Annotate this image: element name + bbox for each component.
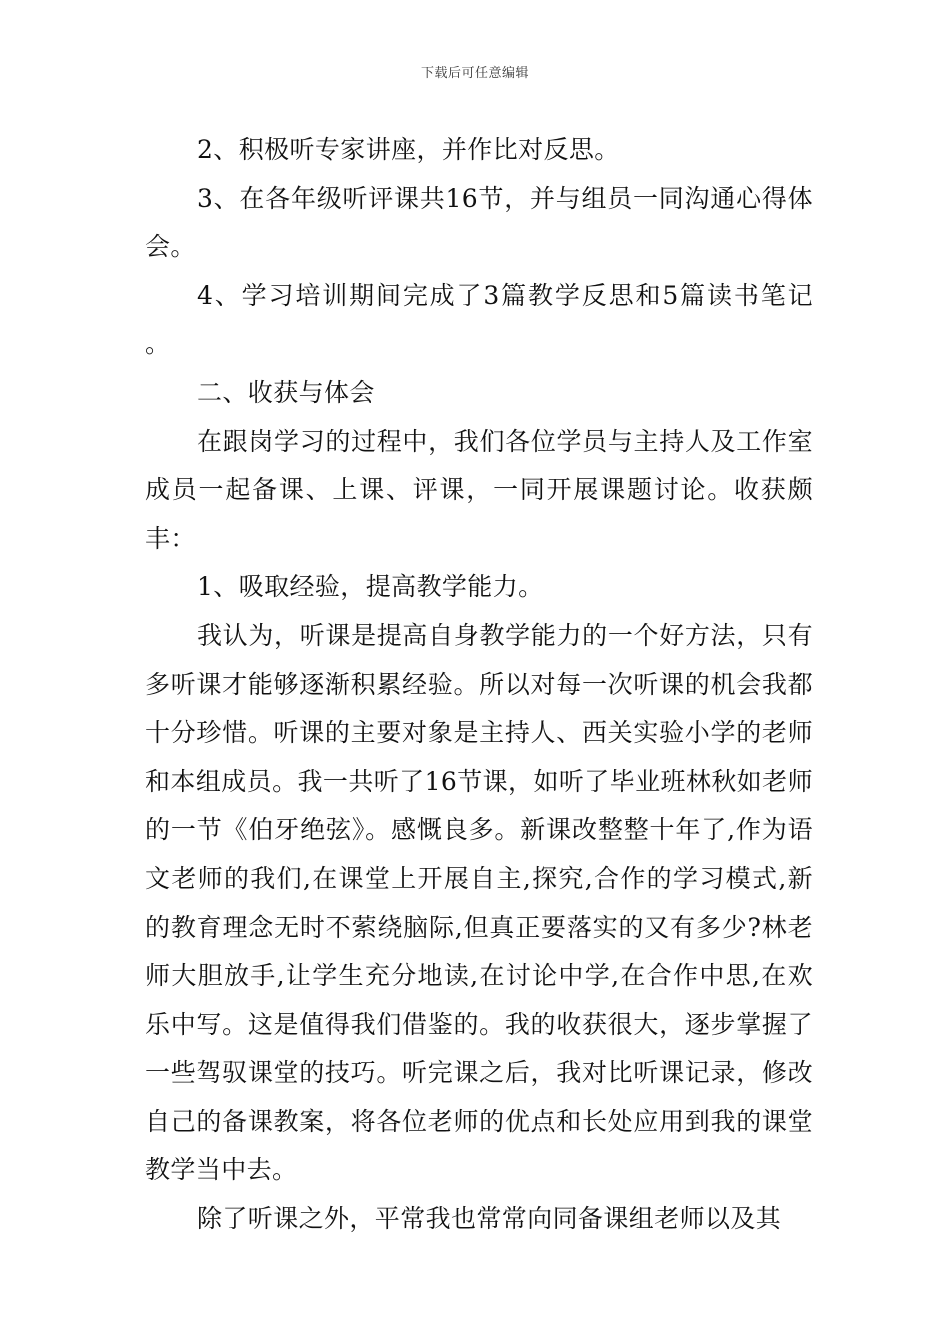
page-header-note: 下载后可任意编辑 [420, 66, 529, 81]
subheading-1: 1、吸取经验，提高教学能力。 [197, 572, 544, 602]
section-heading: 二、收获与体会 [197, 377, 375, 407]
document-body [145, 126, 813, 1244]
paragraph-item-2: 2、积极听专家讲座，并作比对反思。 [197, 135, 620, 164]
paragraph-intro: 在跟岗学习的过程中，我们各位学员与主持人及工作室成员一起备课、上课、评课，一同开展课题讨论。收获颇丰： [145, 426, 813, 553]
paragraph-continued: 除了听课之外，平常我也常常向同备课组老师以及其 [197, 1204, 782, 1234]
paragraph-item-4: 4、学习培训期间完成了3篇教学反思和5篇读书笔记 。 [145, 280, 813, 359]
paragraph-observation: 我认为，听课是提高自身教学能力的一个好方法，只有多听课才能够逐渐积累经验。所以对每一次听课的机会我都十分珍惜。听课的主要对象是主持人、西关实验小学的老师和本组成员。我一共听了16节课，如听了毕业班林秋如老师的一节《伯牙绝弦》。感慨良多。新课改整整十年了,作为语文老师的我们,在课堂上开展自主,探究,合作的学习模式,新的教育理念无时不萦绕脑际,但真正要落实的又有多少?林老师大胆放手,让学生充分地读,在讨论中学,在合作中思,在欢乐中写。这是值得我们借鉴的。我的收获很大，逐步掌握了一些驾驭课堂的技巧。听完课之后，我对比听课记录，修改自己的备课教案，将各位老师的优点和长处应用到我的课堂教学当中去。 [145, 620, 813, 1185]
paragraph-item-3: 3、在各年级听评课共16节，并与组员一同沟通心得体会。 [145, 183, 813, 262]
